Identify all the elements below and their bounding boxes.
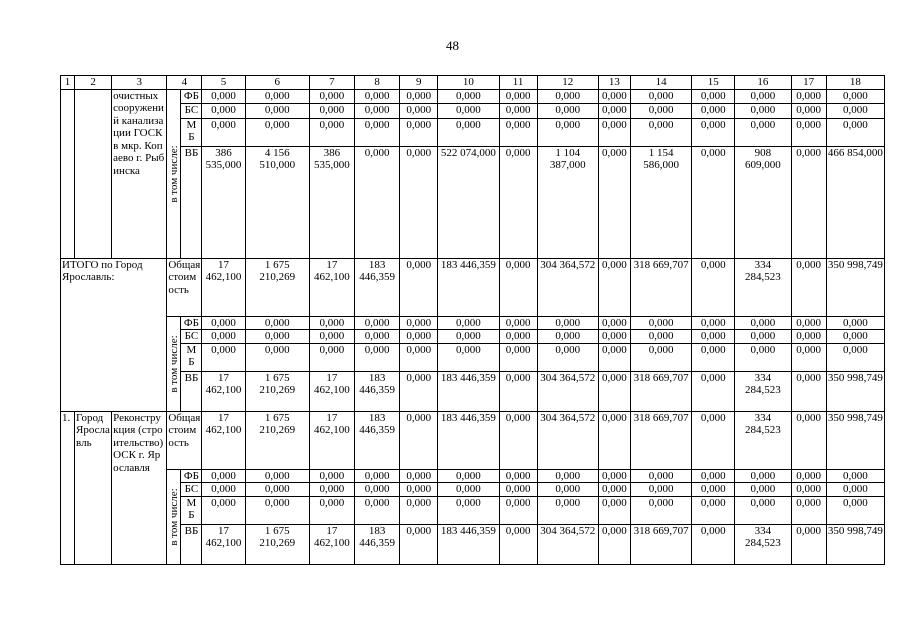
value-cell: 0,000 bbox=[791, 469, 826, 483]
value-cell: 0,000 bbox=[537, 316, 598, 330]
value-cell: 0,000 bbox=[202, 330, 245, 344]
value-cell: 0,000 bbox=[438, 496, 499, 524]
value-cell: 0,000 bbox=[598, 89, 630, 104]
value-cell: 0,000 bbox=[438, 316, 499, 330]
value-cell: 304 364,572 bbox=[537, 524, 598, 564]
value-cell: 0,000 bbox=[598, 146, 630, 258]
table-row bbox=[61, 524, 885, 564]
funding-source-label: БС bbox=[181, 483, 202, 497]
value-cell: 1 675 210,269 bbox=[245, 411, 309, 469]
value-cell: 0,000 bbox=[400, 411, 438, 469]
header-cell: 17 bbox=[791, 76, 826, 90]
value-cell: 0,000 bbox=[692, 483, 735, 497]
funding-source-label: М Б bbox=[181, 343, 202, 371]
value-cell: 304 364,572 bbox=[537, 411, 598, 469]
value-cell: 466 854,000 bbox=[826, 146, 884, 258]
value-cell: 0,000 bbox=[202, 316, 245, 330]
value-cell: 318 669,707 bbox=[630, 258, 691, 316]
value-cell: 1 675 210,269 bbox=[245, 524, 309, 564]
value-cell: 0,000 bbox=[400, 146, 438, 258]
funding-source-label: ВБ bbox=[181, 146, 202, 258]
value-cell: 0,000 bbox=[202, 483, 245, 497]
value-cell: 0,000 bbox=[400, 469, 438, 483]
value-cell: 386 535,000 bbox=[309, 146, 354, 258]
value-cell: 0,000 bbox=[499, 258, 537, 316]
value-cell: 0,000 bbox=[499, 524, 537, 564]
value-cell: 350 998,749 bbox=[826, 524, 884, 564]
header-cell: 1 bbox=[61, 76, 75, 90]
value-cell: 1 154 586,000 bbox=[630, 146, 691, 258]
value-cell: 0,000 bbox=[537, 496, 598, 524]
value-cell: 334 284,523 bbox=[735, 411, 791, 469]
value-cell: 0,000 bbox=[202, 496, 245, 524]
table-row bbox=[61, 258, 885, 316]
value-cell: 0,000 bbox=[499, 411, 537, 469]
funding-source-label: ВБ bbox=[181, 524, 202, 564]
value-cell: 0,000 bbox=[826, 469, 884, 483]
header-cell: 15 bbox=[692, 76, 735, 90]
value-cell: 0,000 bbox=[438, 104, 499, 119]
value-cell: 0,000 bbox=[355, 496, 400, 524]
value-cell: 0,000 bbox=[245, 496, 309, 524]
value-cell: 0,000 bbox=[826, 330, 884, 344]
value-cell: 17 462,100 bbox=[202, 411, 245, 469]
value-cell: 0,000 bbox=[692, 89, 735, 104]
value-cell: 386 535,000 bbox=[202, 146, 245, 258]
table-row bbox=[61, 316, 885, 330]
value-cell: 1 104 387,000 bbox=[537, 146, 598, 258]
value-cell: 0,000 bbox=[245, 343, 309, 371]
value-cell: 0,000 bbox=[791, 118, 826, 146]
value-cell: 0,000 bbox=[692, 258, 735, 316]
value-cell: 0,000 bbox=[537, 118, 598, 146]
row-number-cell bbox=[61, 89, 75, 258]
total-cost-label: Общая стоимость bbox=[167, 411, 202, 469]
value-cell: 0,000 bbox=[245, 118, 309, 146]
value-cell: 0,000 bbox=[598, 343, 630, 371]
value-cell: 0,000 bbox=[355, 483, 400, 497]
value-cell: 0,000 bbox=[309, 330, 354, 344]
value-cell: 0,000 bbox=[499, 104, 537, 119]
header-cell: 10 bbox=[438, 76, 499, 90]
value-cell: 0,000 bbox=[630, 104, 691, 119]
table-row bbox=[61, 496, 885, 524]
object-description: очистных сооружений канализации ГОСК в мкр. Копаево г. Рыбинска bbox=[112, 89, 167, 258]
value-cell: 4 156 510,000 bbox=[245, 146, 309, 258]
value-cell: 183 446,359 bbox=[355, 258, 400, 316]
value-cell: 0,000 bbox=[499, 330, 537, 344]
value-cell: 183 446,359 bbox=[438, 258, 499, 316]
city-cell bbox=[75, 89, 112, 258]
value-cell: 0,000 bbox=[735, 469, 791, 483]
value-cell: 0,000 bbox=[355, 343, 400, 371]
value-cell: 0,000 bbox=[630, 330, 691, 344]
value-cell: 522 074,000 bbox=[438, 146, 499, 258]
value-cell: 183 446,359 bbox=[355, 411, 400, 469]
value-cell: 0,000 bbox=[309, 343, 354, 371]
value-cell: 318 669,707 bbox=[630, 524, 691, 564]
value-cell: 0,000 bbox=[355, 469, 400, 483]
value-cell: 0,000 bbox=[791, 483, 826, 497]
table-row bbox=[61, 104, 885, 119]
value-cell: 183 446,359 bbox=[438, 411, 499, 469]
value-cell: 0,000 bbox=[735, 104, 791, 119]
value-cell: 183 446,359 bbox=[355, 371, 400, 411]
value-cell: 0,000 bbox=[202, 89, 245, 104]
value-cell: 0,000 bbox=[630, 483, 691, 497]
value-cell: 0,000 bbox=[499, 146, 537, 258]
value-cell: 0,000 bbox=[309, 104, 354, 119]
value-cell: 0,000 bbox=[355, 118, 400, 146]
value-cell: 304 364,572 bbox=[537, 258, 598, 316]
value-cell: 0,000 bbox=[598, 258, 630, 316]
value-cell: 334 284,523 bbox=[735, 258, 791, 316]
value-cell: 318 669,707 bbox=[630, 411, 691, 469]
value-cell: 0,000 bbox=[400, 343, 438, 371]
header-cell: 9 bbox=[400, 76, 438, 90]
funding-source-label: М Б bbox=[181, 496, 202, 524]
value-cell: 0,000 bbox=[735, 89, 791, 104]
object-description: Реконструкция (строительство) ОСК г. Ярославля bbox=[112, 411, 167, 564]
value-cell: 0,000 bbox=[202, 118, 245, 146]
value-cell: 0,000 bbox=[245, 330, 309, 344]
value-cell: 0,000 bbox=[537, 469, 598, 483]
value-cell: 0,000 bbox=[438, 483, 499, 497]
value-cell: 350 998,749 bbox=[826, 411, 884, 469]
header-cell: 8 bbox=[355, 76, 400, 90]
value-cell: 0,000 bbox=[630, 496, 691, 524]
value-cell: 0,000 bbox=[692, 104, 735, 119]
value-cell: 0,000 bbox=[355, 104, 400, 119]
value-cell: 0,000 bbox=[598, 469, 630, 483]
funding-source-label: ВБ bbox=[181, 371, 202, 411]
value-cell: 0,000 bbox=[598, 330, 630, 344]
value-cell: 0,000 bbox=[400, 118, 438, 146]
value-cell: 0,000 bbox=[692, 330, 735, 344]
value-cell: 0,000 bbox=[499, 496, 537, 524]
value-cell: 0,000 bbox=[499, 469, 537, 483]
funding-source-label: БС bbox=[181, 330, 202, 344]
funding-source-label: БС bbox=[181, 104, 202, 119]
value-cell: 0,000 bbox=[692, 118, 735, 146]
header-cell: 4 bbox=[167, 76, 202, 90]
value-cell: 0,000 bbox=[791, 104, 826, 119]
value-cell: 0,000 bbox=[400, 524, 438, 564]
value-cell: 0,000 bbox=[438, 330, 499, 344]
value-cell: 0,000 bbox=[598, 524, 630, 564]
vertical-label: в том числе: bbox=[167, 89, 181, 258]
value-cell: 0,000 bbox=[826, 316, 884, 330]
value-cell: 0,000 bbox=[791, 330, 826, 344]
value-cell: 0,000 bbox=[537, 330, 598, 344]
value-cell: 0,000 bbox=[400, 371, 438, 411]
table-row bbox=[61, 411, 885, 469]
column-number-header bbox=[61, 76, 885, 90]
value-cell: 0,000 bbox=[735, 330, 791, 344]
value-cell: 0,000 bbox=[438, 118, 499, 146]
value-cell: 0,000 bbox=[499, 118, 537, 146]
value-cell: 0,000 bbox=[598, 371, 630, 411]
value-cell: 0,000 bbox=[309, 496, 354, 524]
value-cell: 0,000 bbox=[245, 89, 309, 104]
vertical-label: в том числе: bbox=[167, 316, 181, 411]
value-cell: 0,000 bbox=[735, 483, 791, 497]
value-cell: 0,000 bbox=[309, 118, 354, 146]
value-cell: 0,000 bbox=[537, 483, 598, 497]
value-cell: 0,000 bbox=[309, 316, 354, 330]
value-cell: 0,000 bbox=[245, 316, 309, 330]
header-cell: 7 bbox=[309, 76, 354, 90]
value-cell: 0,000 bbox=[400, 258, 438, 316]
value-cell: 0,000 bbox=[537, 343, 598, 371]
value-cell: 0,000 bbox=[598, 118, 630, 146]
value-cell: 908 609,000 bbox=[735, 146, 791, 258]
value-cell: 183 446,359 bbox=[438, 371, 499, 411]
value-cell: 0,000 bbox=[791, 371, 826, 411]
value-cell: 0,000 bbox=[692, 316, 735, 330]
value-cell: 0,000 bbox=[499, 343, 537, 371]
table-row bbox=[61, 371, 885, 411]
value-cell: 0,000 bbox=[400, 483, 438, 497]
value-cell: 0,000 bbox=[692, 411, 735, 469]
header-cell: 5 bbox=[202, 76, 245, 90]
header-cell: 2 bbox=[75, 76, 112, 90]
value-cell: 0,000 bbox=[355, 330, 400, 344]
value-cell: 0,000 bbox=[791, 258, 826, 316]
value-cell: 0,000 bbox=[735, 343, 791, 371]
value-cell: 0,000 bbox=[630, 343, 691, 371]
value-cell: 0,000 bbox=[791, 146, 826, 258]
value-cell: 0,000 bbox=[826, 343, 884, 371]
table-row bbox=[61, 146, 885, 258]
value-cell: 0,000 bbox=[202, 343, 245, 371]
header-cell: 3 bbox=[112, 76, 167, 90]
value-cell: 0,000 bbox=[537, 89, 598, 104]
value-cell: 0,000 bbox=[309, 469, 354, 483]
value-cell: 0,000 bbox=[499, 483, 537, 497]
table-row bbox=[61, 89, 885, 104]
value-cell: 17 462,100 bbox=[309, 371, 354, 411]
vertical-label: в том числе: bbox=[167, 469, 181, 564]
value-cell: 0,000 bbox=[791, 316, 826, 330]
value-cell: 0,000 bbox=[309, 89, 354, 104]
value-cell: 304 364,572 bbox=[537, 371, 598, 411]
value-cell: 17 462,100 bbox=[202, 371, 245, 411]
value-cell: 0,000 bbox=[630, 89, 691, 104]
value-cell: 0,000 bbox=[499, 316, 537, 330]
value-cell: 334 284,523 bbox=[735, 371, 791, 411]
value-cell: 0,000 bbox=[826, 483, 884, 497]
value-cell: 0,000 bbox=[202, 469, 245, 483]
value-cell: 0,000 bbox=[791, 496, 826, 524]
value-cell: 0,000 bbox=[630, 469, 691, 483]
value-cell: 0,000 bbox=[735, 316, 791, 330]
value-cell: 0,000 bbox=[202, 104, 245, 119]
value-cell: 0,000 bbox=[598, 104, 630, 119]
header-cell: 12 bbox=[537, 76, 598, 90]
funding-source-label: М Б bbox=[181, 118, 202, 146]
value-cell: 0,000 bbox=[692, 146, 735, 258]
value-cell: 0,000 bbox=[598, 496, 630, 524]
value-cell: 0,000 bbox=[309, 483, 354, 497]
page-number: 48 bbox=[446, 38, 459, 53]
value-cell: 183 446,359 bbox=[438, 524, 499, 564]
value-cell: 0,000 bbox=[499, 89, 537, 104]
funding-source-label: ФБ bbox=[181, 316, 202, 330]
value-cell: 0,000 bbox=[400, 316, 438, 330]
value-cell: 0,000 bbox=[245, 469, 309, 483]
funding-source-label: ФБ bbox=[181, 89, 202, 104]
value-cell: 0,000 bbox=[735, 118, 791, 146]
value-cell: 0,000 bbox=[791, 524, 826, 564]
header-cell: 13 bbox=[598, 76, 630, 90]
value-cell: 0,000 bbox=[735, 496, 791, 524]
value-cell: 0,000 bbox=[355, 316, 400, 330]
table-row bbox=[61, 330, 885, 344]
value-cell: 1 675 210,269 bbox=[245, 371, 309, 411]
value-cell: 0,000 bbox=[826, 118, 884, 146]
value-cell: 1 675 210,269 bbox=[245, 258, 309, 316]
table-row bbox=[61, 343, 885, 371]
value-cell: 17 462,100 bbox=[202, 524, 245, 564]
value-cell: 17 462,100 bbox=[309, 258, 354, 316]
value-cell: 0,000 bbox=[245, 483, 309, 497]
value-cell: 0,000 bbox=[355, 89, 400, 104]
total-cost-label: Общая стоимость bbox=[167, 258, 202, 316]
value-cell: 0,000 bbox=[692, 371, 735, 411]
table-row bbox=[61, 469, 885, 483]
value-cell: 17 462,100 bbox=[202, 258, 245, 316]
value-cell: 17 462,100 bbox=[309, 524, 354, 564]
value-cell: 0,000 bbox=[537, 104, 598, 119]
value-cell: 0,000 bbox=[692, 469, 735, 483]
table-row bbox=[61, 483, 885, 497]
value-cell: 0,000 bbox=[826, 104, 884, 119]
row-number-cell: 1. bbox=[61, 411, 75, 564]
table-row bbox=[61, 118, 885, 146]
header-cell: 16 bbox=[735, 76, 791, 90]
value-cell: 318 669,707 bbox=[630, 371, 691, 411]
value-cell: 17 462,100 bbox=[309, 411, 354, 469]
value-cell: 0,000 bbox=[630, 118, 691, 146]
value-cell: 0,000 bbox=[826, 89, 884, 104]
city-cell: Город Ярославль bbox=[75, 411, 112, 564]
value-cell: 183 446,359 bbox=[355, 524, 400, 564]
funding-source-label: ФБ bbox=[181, 469, 202, 483]
value-cell: 0,000 bbox=[826, 496, 884, 524]
value-cell: 0,000 bbox=[438, 469, 499, 483]
value-cell: 0,000 bbox=[438, 89, 499, 104]
value-cell: 0,000 bbox=[355, 146, 400, 258]
header-cell: 18 bbox=[826, 76, 884, 90]
value-cell: 0,000 bbox=[791, 89, 826, 104]
value-cell: 0,000 bbox=[499, 371, 537, 411]
value-cell: 0,000 bbox=[598, 483, 630, 497]
total-label: ИТОГО по Город Ярославль: bbox=[61, 258, 167, 411]
value-cell: 0,000 bbox=[438, 343, 499, 371]
value-cell: 0,000 bbox=[630, 316, 691, 330]
value-cell: 0,000 bbox=[598, 316, 630, 330]
value-cell: 0,000 bbox=[692, 496, 735, 524]
value-cell: 0,000 bbox=[245, 104, 309, 119]
value-cell: 0,000 bbox=[692, 343, 735, 371]
value-cell: 0,000 bbox=[692, 524, 735, 564]
value-cell: 0,000 bbox=[400, 104, 438, 119]
value-cell: 0,000 bbox=[598, 411, 630, 469]
value-cell: 0,000 bbox=[400, 330, 438, 344]
value-cell: 0,000 bbox=[791, 343, 826, 371]
value-cell: 0,000 bbox=[791, 411, 826, 469]
value-cell: 350 998,749 bbox=[826, 371, 884, 411]
value-cell: 350 998,749 bbox=[826, 258, 884, 316]
budget-table bbox=[60, 75, 885, 565]
header-cell: 6 bbox=[245, 76, 309, 90]
value-cell: 334 284,523 bbox=[735, 524, 791, 564]
value-cell: 0,000 bbox=[400, 496, 438, 524]
header-cell: 11 bbox=[499, 76, 537, 90]
value-cell: 0,000 bbox=[400, 89, 438, 104]
header-cell: 14 bbox=[630, 76, 691, 90]
